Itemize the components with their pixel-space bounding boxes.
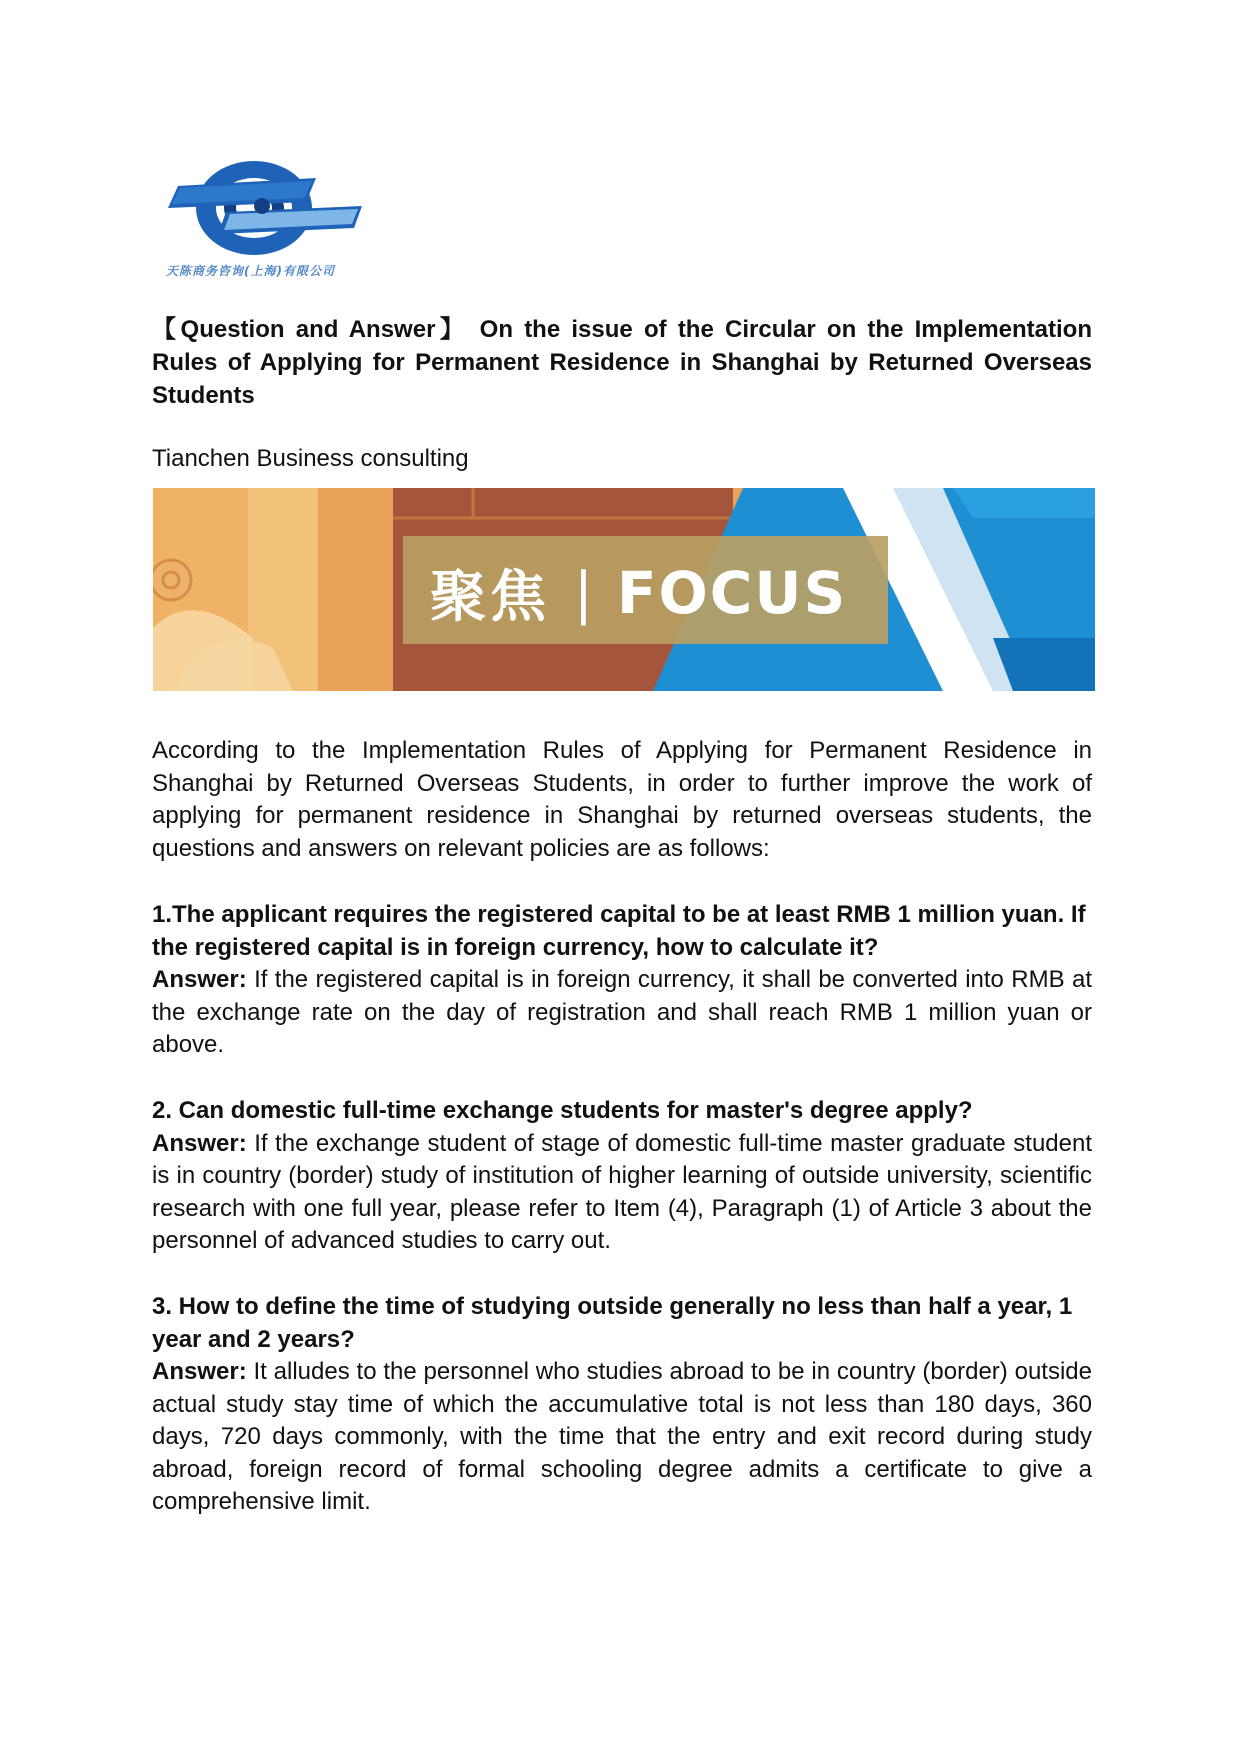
question: 2. Can domestic full-time exchange students for master's degree apply?: [152, 1097, 973, 1124]
banner-text: [430, 553, 847, 633]
answer-label: Answer:: [152, 966, 247, 993]
answer: [152, 964, 1092, 1062]
question: 3. How to define the time of studying outside generally no less than half a year, 1 year and 2 years?: [152, 1293, 1073, 1353]
answer-text: It alludes to the personnel who studies abroad to be in country (border) outside actual study stay time of which the accumulative total is not less than 180 days, 360 days, 720 days commonly, with the time that the entry and exit record during study abroad, foreign record of formal schooling degree admits a certificate to give a comprehensive limit.: [152, 1358, 1092, 1515]
banner-chinese: 聚焦: [430, 565, 550, 630]
answer: [152, 1128, 1092, 1258]
question: 1.The applicant requires the registered capital to be at least RMB 1 million yuan. If the registered capital is in foreign currency, how to calculate it?: [152, 901, 1086, 961]
intro-paragraph: According to the Implementation Rules of Applying for Permanent Residence in Shanghai by Returned Overseas Students, in order to further improve the work of applying for permanent residence in Shanghai by returned overseas students, the questions and answers on relevant policies are as follows:: [152, 737, 1092, 862]
banner-english: FOCUS: [616, 559, 848, 627]
document-title: 【Question and Answer】 On the issue of the Circular on the Implementation Rules of Applying for Permanent Residence in Shanghai by Returned Overseas Students: [152, 316, 1092, 409]
company-logo-icon: [166, 156, 362, 260]
qa-item: [152, 1291, 1092, 1519]
logo-caption: 天陈商务咨询(上海)有限公司: [166, 264, 335, 278]
answer: [152, 1356, 1092, 1519]
qa-item: [152, 1095, 1092, 1258]
banner-separator: |: [574, 560, 593, 626]
byline: Tianchen Business consulting: [152, 445, 469, 472]
company-logo: [166, 156, 362, 280]
qa-item: [152, 899, 1092, 1062]
answer-text: If the registered capital is in foreign currency, it shall be converted into RMB at the exchange rate on the day of registration and shall reach RMB 1 million yuan or above.: [152, 966, 1092, 1058]
answer-label: Answer:: [152, 1358, 247, 1385]
answer-label: Answer:: [152, 1129, 247, 1157]
answer-text: If the exchange student of stage of domestic full-time master graduate student is in country (border) study of institution of higher learning of outside university, scientific research with one full year, please refer to Item (4), Paragraph (1) of Article 3 about the personnel of advanced studies to carry out.: [152, 1129, 1092, 1254]
